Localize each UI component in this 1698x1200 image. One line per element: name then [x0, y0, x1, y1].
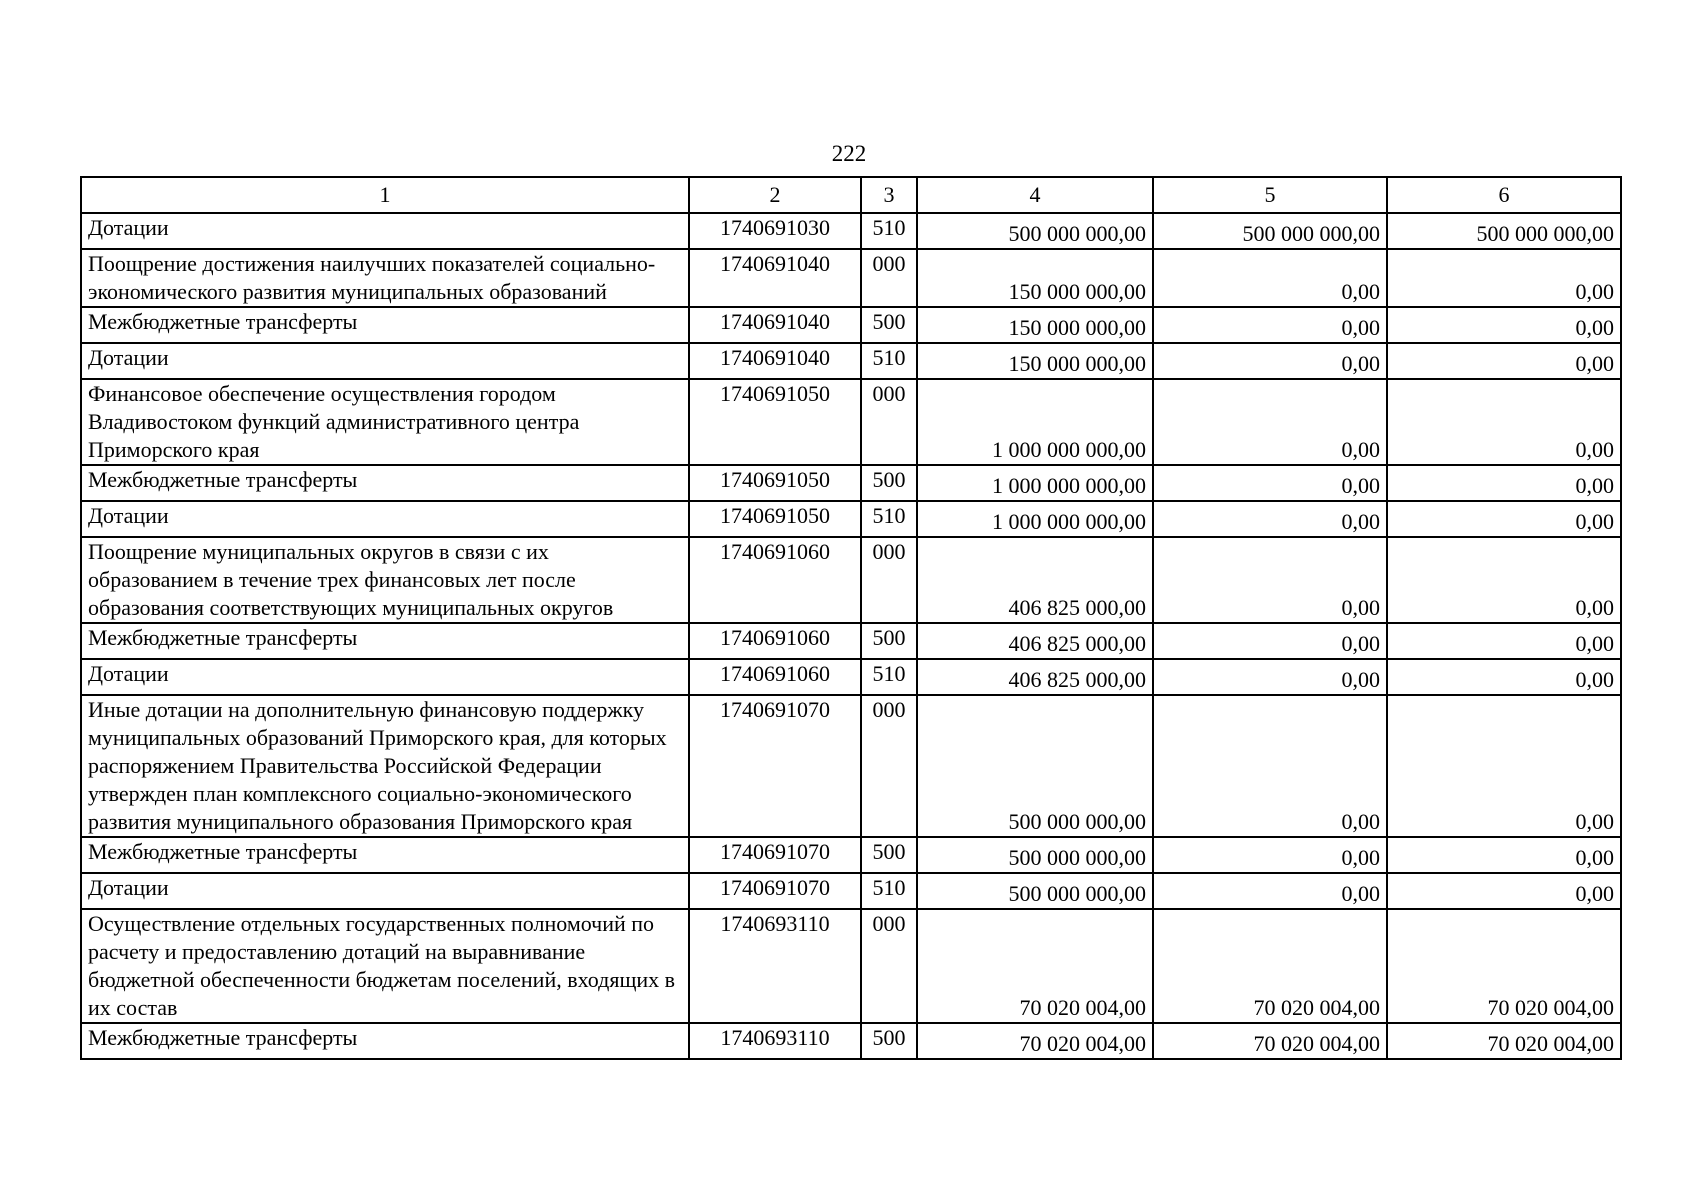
table-row	[81, 213, 1621, 249]
amount-col5: 0,00	[1153, 695, 1387, 837]
table-row	[81, 307, 1621, 343]
amount-col5: 0,00	[1153, 623, 1387, 659]
amount-col4: 1 000 000 000,00	[917, 379, 1153, 465]
row-name: Межбюджетные трансферты	[81, 465, 689, 501]
amount-col5: 0,00	[1153, 837, 1387, 873]
amount-col5: 0,00	[1153, 873, 1387, 909]
amount-col4: 500 000 000,00	[917, 213, 1153, 249]
row-name: Поощрение достижения наилучших показателей социально-экономического развития муниципальных образований	[81, 249, 689, 307]
expense-type-code: 500	[861, 465, 917, 501]
amount-col6: 0,00	[1387, 695, 1621, 837]
expense-type-code: 000	[861, 909, 917, 1023]
amount-col6: 500 000 000,00	[1387, 213, 1621, 249]
column-header: 1	[81, 177, 689, 213]
column-header: 6	[1387, 177, 1621, 213]
amount-col6: 0,00	[1387, 659, 1621, 695]
table-row	[81, 501, 1621, 537]
target-code: 1740691060	[689, 659, 861, 695]
amount-col6: 0,00	[1387, 623, 1621, 659]
target-code: 1740691030	[689, 213, 861, 249]
table-row	[81, 537, 1621, 623]
amount-col5: 0,00	[1153, 379, 1387, 465]
amount-col4: 150 000 000,00	[917, 307, 1153, 343]
page-number: 222	[831, 141, 867, 166]
table-row	[81, 465, 1621, 501]
table-row	[81, 623, 1621, 659]
target-code: 1740691070	[689, 695, 861, 837]
expense-type-code: 500	[861, 307, 917, 343]
column-header: 4	[917, 177, 1153, 213]
expense-type-code: 510	[861, 213, 917, 249]
expense-type-code: 500	[861, 623, 917, 659]
expense-type-code: 510	[861, 873, 917, 909]
amount-col4: 150 000 000,00	[917, 249, 1153, 307]
expense-type-code: 510	[861, 659, 917, 695]
table-row	[81, 659, 1621, 695]
table-row	[81, 379, 1621, 465]
target-code: 1740691070	[689, 837, 861, 873]
row-name: Дотации	[81, 873, 689, 909]
column-header: 3	[861, 177, 917, 213]
target-code: 1740691050	[689, 465, 861, 501]
row-name: Межбюджетные трансферты	[81, 1023, 689, 1059]
amount-col6: 0,00	[1387, 249, 1621, 307]
table-row	[81, 873, 1621, 909]
amount-col5: 0,00	[1153, 307, 1387, 343]
amount-col5: 70 020 004,00	[1153, 1023, 1387, 1059]
amount-col5: 0,00	[1153, 249, 1387, 307]
column-header: 5	[1153, 177, 1387, 213]
amount-col4: 500 000 000,00	[917, 837, 1153, 873]
budget-table	[80, 176, 1622, 1060]
row-name: Дотации	[81, 213, 689, 249]
amount-col6: 0,00	[1387, 465, 1621, 501]
amount-col5: 500 000 000,00	[1153, 213, 1387, 249]
amount-col6: 0,00	[1387, 837, 1621, 873]
amount-col6: 0,00	[1387, 343, 1621, 379]
target-code: 1740691050	[689, 501, 861, 537]
amount-col4: 150 000 000,00	[917, 343, 1153, 379]
column-header: 2	[689, 177, 861, 213]
amount-col6: 70 020 004,00	[1387, 1023, 1621, 1059]
amount-col4: 500 000 000,00	[917, 873, 1153, 909]
target-code: 1740693110	[689, 909, 861, 1023]
table-row	[81, 837, 1621, 873]
amount-col4: 406 825 000,00	[917, 537, 1153, 623]
target-code: 1740691070	[689, 873, 861, 909]
amount-col4: 70 020 004,00	[917, 909, 1153, 1023]
expense-type-code: 000	[861, 537, 917, 623]
row-name: Межбюджетные трансферты	[81, 837, 689, 873]
expense-type-code: 000	[861, 695, 917, 837]
amount-col4: 406 825 000,00	[917, 623, 1153, 659]
target-code: 1740691040	[689, 307, 861, 343]
amount-col6: 0,00	[1387, 379, 1621, 465]
row-name: Иные дотации на дополнительную финансовую поддержку муниципальных образований Приморского края, для которых распоряжением Правительства Российской Федерации утвержден план комплексного социально-экономического развития муниципального образования Приморского края	[81, 695, 689, 837]
row-name: Дотации	[81, 343, 689, 379]
table-row	[81, 343, 1621, 379]
amount-col6: 0,00	[1387, 873, 1621, 909]
amount-col6: 0,00	[1387, 307, 1621, 343]
amount-col5: 0,00	[1153, 659, 1387, 695]
row-name: Межбюджетные трансферты	[81, 623, 689, 659]
table-row	[81, 1023, 1621, 1059]
table-row	[81, 695, 1621, 837]
table-row	[81, 249, 1621, 307]
row-name: Финансовое обеспечение осуществления городом Владивостоком функций административного центра Приморского края	[81, 379, 689, 465]
expense-type-code: 000	[861, 249, 917, 307]
row-name: Осуществление отдельных государственных полномочий по расчету и предоставлению дотаций на выравнивание бюджетной обеспеченности бюджетам поселений, входящих в их состав	[81, 909, 689, 1023]
amount-col4: 1 000 000 000,00	[917, 465, 1153, 501]
target-code: 1740693110	[689, 1023, 861, 1059]
expense-type-code: 510	[861, 343, 917, 379]
row-name: Поощрение муниципальных округов в связи с их образованием в течение трех финансовых лет после образования соответствующих муниципальных округов	[81, 537, 689, 623]
amount-col6: 70 020 004,00	[1387, 909, 1621, 1023]
row-name: Дотации	[81, 501, 689, 537]
amount-col5: 0,00	[1153, 537, 1387, 623]
amount-col4: 1 000 000 000,00	[917, 501, 1153, 537]
table-row	[81, 909, 1621, 1023]
target-code: 1740691060	[689, 537, 861, 623]
expense-type-code: 500	[861, 1023, 917, 1059]
amount-col6: 0,00	[1387, 501, 1621, 537]
amount-col6: 0,00	[1387, 537, 1621, 623]
target-code: 1740691040	[689, 343, 861, 379]
row-name: Межбюджетные трансферты	[81, 307, 689, 343]
amount-col4: 70 020 004,00	[917, 1023, 1153, 1059]
amount-col5: 70 020 004,00	[1153, 909, 1387, 1023]
target-code: 1740691040	[689, 249, 861, 307]
amount-col5: 0,00	[1153, 501, 1387, 537]
row-name: Дотации	[81, 659, 689, 695]
expense-type-code: 500	[861, 837, 917, 873]
target-code: 1740691050	[689, 379, 861, 465]
amount-col5: 0,00	[1153, 343, 1387, 379]
amount-col5: 0,00	[1153, 465, 1387, 501]
header-row	[81, 177, 1621, 213]
amount-col4: 500 000 000,00	[917, 695, 1153, 837]
amount-col4: 406 825 000,00	[917, 659, 1153, 695]
expense-type-code: 000	[861, 379, 917, 465]
target-code: 1740691060	[689, 623, 861, 659]
expense-type-code: 510	[861, 501, 917, 537]
